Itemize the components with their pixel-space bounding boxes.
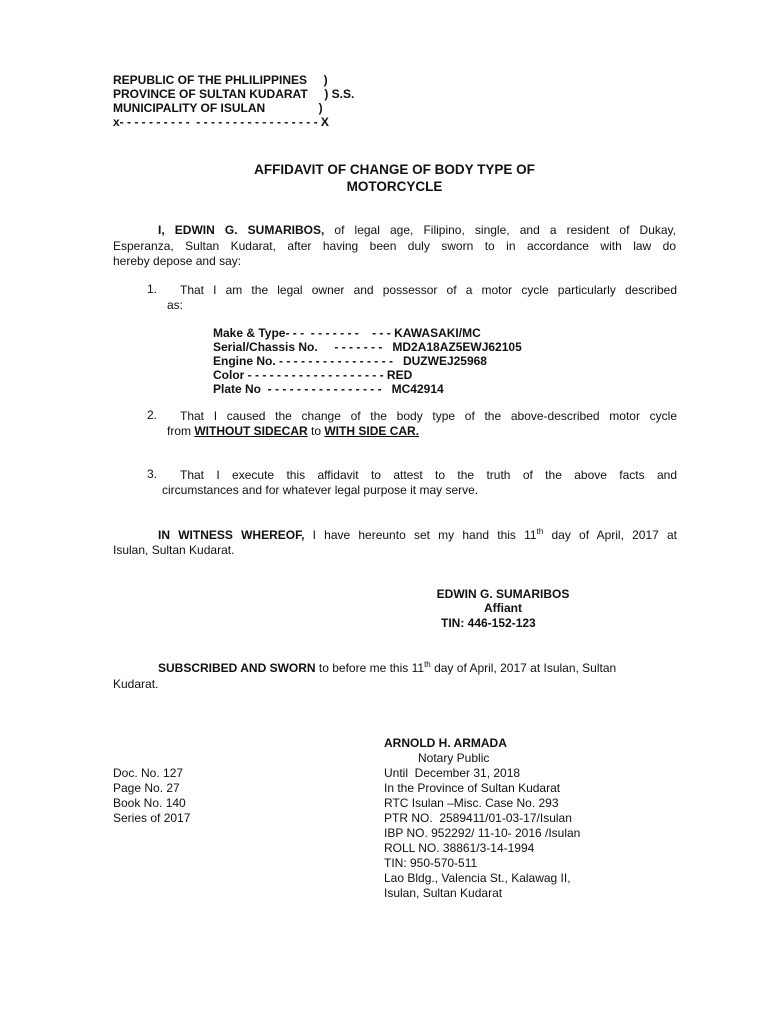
intro-line1-text: of legal age, Filipino, single, and a resident of Dukay,: [324, 223, 676, 237]
venue-municipality: MUNICIPALITY OF ISULAN ): [113, 101, 323, 115]
sworn-ordinal: th: [424, 660, 431, 669]
venue-separator: x- - - - - - - - - - - - - - - - - - - - - - - - - - - X: [113, 115, 329, 129]
docket-page-no: Page No. 27: [113, 781, 180, 795]
notary-roll: ROLL NO. 38861/3-14-1994: [384, 841, 535, 855]
sworn-line2: Kudarat.: [113, 677, 159, 691]
vehicle-color: Color - - - - - - - - - - - - - - - - - - - RED: [213, 368, 413, 382]
intro-line3: hereby depose and say:: [113, 254, 242, 268]
intro-line1: [113, 222, 676, 238]
docket-doc-no: Doc. No. 127: [113, 766, 184, 780]
witness-lead: IN WITNESS WHEREOF,: [158, 528, 305, 542]
notary-ptr: PTR NO. 2589411/01-03-17/Isulan: [384, 811, 572, 825]
notary-title: Notary Public: [418, 751, 490, 765]
item-3-line1: That I execute this affidavit to attest to the truth of the above facts and: [180, 468, 677, 482]
witness-line1: [113, 527, 677, 543]
vehicle-plate: Plate No - - - - - - - - - - - - - - - - MC42914: [213, 382, 444, 396]
venue-province: PROVINCE OF SULTAN KUDARAT ) S.S.: [113, 87, 355, 101]
witness-text2: day of April, 2017 at: [543, 528, 678, 542]
notary-province: In the Province of Sultan Kudarat: [384, 781, 561, 795]
affiant-name: EDWIN G. SUMARIBOS: [436, 587, 570, 601]
item-2-from-prefix: from: [167, 424, 195, 438]
notary-commission: Until December 31, 2018: [384, 766, 521, 780]
sworn-lead: SUBSCRIBED AND SWORN: [158, 661, 316, 675]
item-2-number: 2.: [147, 408, 158, 422]
docket-book-no: Book No. 140: [113, 796, 186, 810]
sworn-text1: to before me this 11: [315, 661, 425, 675]
intro-line2: Esperanza, Sultan Kudarat, after having been duly sworn to in accordance with law do: [113, 239, 676, 253]
notary-name: ARNOLD H. ARMADA: [384, 736, 507, 750]
notary-case: RTC Isulan –Misc. Case No. 293: [384, 796, 559, 810]
item-2-line2: [167, 424, 419, 439]
notary-address-line1: Lao Bldg., Valencia St., Kalawag II,: [384, 871, 571, 885]
notary-tin: TIN: 950-570-511: [384, 856, 478, 870]
notary-ibp: IBP NO. 952292/ 11-10- 2016 /Isulan: [384, 826, 581, 840]
document-title-line1: AFFIDAVIT OF CHANGE OF BODY TYPE OF: [254, 162, 535, 177]
affiant-role: Affiant: [484, 601, 522, 615]
notary-address-line2: Isulan, Sultan Kudarat: [384, 886, 503, 900]
item-1-number: 1.: [147, 282, 158, 296]
item-2-to-word: to: [307, 424, 325, 438]
item-3-line2: circumstances and for whatever legal purpose it may serve.: [162, 483, 479, 497]
item-2-to-value: WITH SIDE CAR.: [324, 424, 420, 438]
venue-republic: REPUBLIC OF THE PHLILIPPINES ): [113, 73, 328, 87]
affiant-name-inline: I, EDWIN G. SUMARIBOS,: [158, 223, 325, 237]
vehicle-make-type: Make & Type- - - - - - - - - - - - - KAWASAKI/MC: [213, 326, 481, 340]
item-2-line1: That I caused the change of the body type of the above-described motor cycle: [180, 409, 677, 423]
vehicle-serial: Serial/Chassis No. - - - - - - - MD2A18AZ5EWJ62105: [213, 340, 522, 354]
witness-text1: I have hereunto set my hand this 11: [304, 528, 537, 542]
item-1-line2: as:: [167, 298, 184, 312]
item-1-line1: That I am the legal owner and possessor of a motor cycle particularly described: [180, 283, 677, 297]
affiant-tin: TIN: 446-152-123: [441, 616, 536, 630]
item-2-from-value: WITHOUT SIDECAR: [194, 424, 308, 438]
item-3-number: 3.: [147, 467, 158, 481]
docket-series: Series of 2017: [113, 811, 191, 825]
witness-ordinal: th: [536, 527, 544, 536]
vehicle-engine: Engine No. - - - - - - - - - - - - - - - - DUZWEJ25968: [213, 354, 487, 368]
sworn-text2: day of April, 2017 at Isulan, Sultan: [430, 661, 617, 675]
document-title-line2: MOTORCYCLE: [346, 179, 443, 194]
sworn-line1: [113, 661, 616, 676]
witness-line2: Isulan, Sultan Kudarat.: [113, 543, 235, 557]
